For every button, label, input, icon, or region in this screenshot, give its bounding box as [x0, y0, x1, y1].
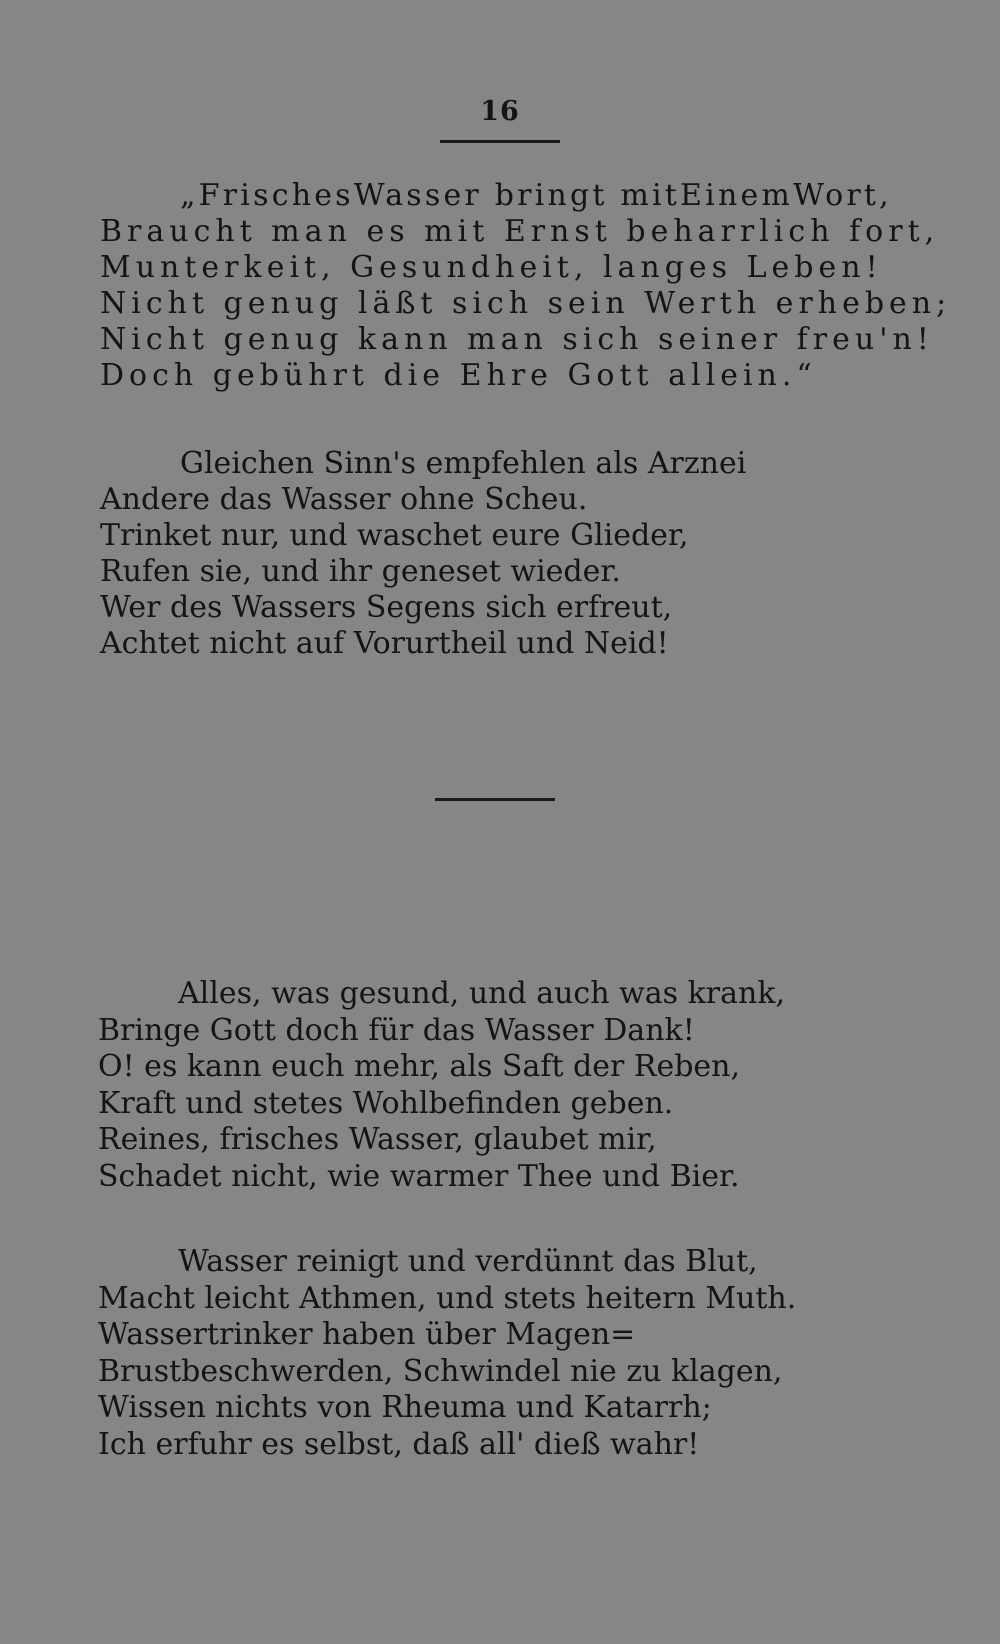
verse-line: Brustbeschwerden, Schwindel nie zu klagen, — [98, 1353, 783, 1389]
verse-line: Doch gebührt die Ehre Gott allein.“ — [100, 358, 817, 393]
verse-line: Bringe Gott doch für das Wasser Dank! — [98, 1012, 695, 1048]
verse-line: Kraft und stetes Wohlbefinden geben. — [98, 1085, 674, 1121]
verse-line: Wasser reinigt und verdünnt das Blut, — [178, 1244, 758, 1279]
verse-line: Reines, frisches Wasser, glaubet mir, — [98, 1122, 657, 1157]
verse-line: Trinket nur, und waschet eure Glieder, — [100, 518, 689, 553]
verse-line: Gleichen Sinn's empfehlen als Arznei — [180, 446, 747, 481]
header-rule — [440, 140, 560, 143]
verse-line: Wer des Wassers Segens sich erfreut, — [100, 590, 673, 625]
verse-line: Rufen sie, und ihr geneset wieder. — [100, 554, 621, 589]
stanza-1 — [100, 178, 952, 394]
section-divider — [435, 798, 555, 801]
page-number: 16 — [480, 96, 520, 127]
verse-line: O! es kann euch mehr, als Saft der Reben, — [98, 1049, 741, 1084]
verse-line: Wissen nichts von Rheuma und Katarrh; — [98, 1390, 712, 1425]
verse-line: Nicht genug läßt sich sein Werth erheben; — [100, 286, 952, 321]
verse-line: Wassertrinker haben über Magen= — [98, 1317, 636, 1352]
stanza-4 — [98, 1244, 898, 1463]
verse-line: „FrischesWasser bringt mitEinemWort, — [180, 178, 892, 213]
stanza-3 — [98, 976, 898, 1195]
verse-line: Nicht genug kann man sich seiner freu'n! — [100, 322, 934, 357]
verse-line: Alles, was gesund, und auch was krank, — [178, 976, 786, 1011]
verse-line: Andere das Wasser ohne Scheu. — [100, 482, 588, 517]
verse-line: Schadet nicht, wie warmer Thee und Bier. — [98, 1158, 740, 1194]
verse-line: Macht leicht Athmen, und stets heitern Muth. — [98, 1280, 797, 1316]
verse-line: Braucht man es mit Ernst beharrlich fort, — [100, 214, 940, 249]
verse-line: Achtet nicht auf Vorurtheil und Neid! — [100, 626, 669, 661]
verse-line: Ich erfuhr es selbst, daß all' dieß wahr! — [98, 1426, 700, 1462]
stanza-2 — [100, 446, 900, 662]
verse-line: Munterkeit, Gesundheit, langes Leben! — [100, 250, 883, 285]
